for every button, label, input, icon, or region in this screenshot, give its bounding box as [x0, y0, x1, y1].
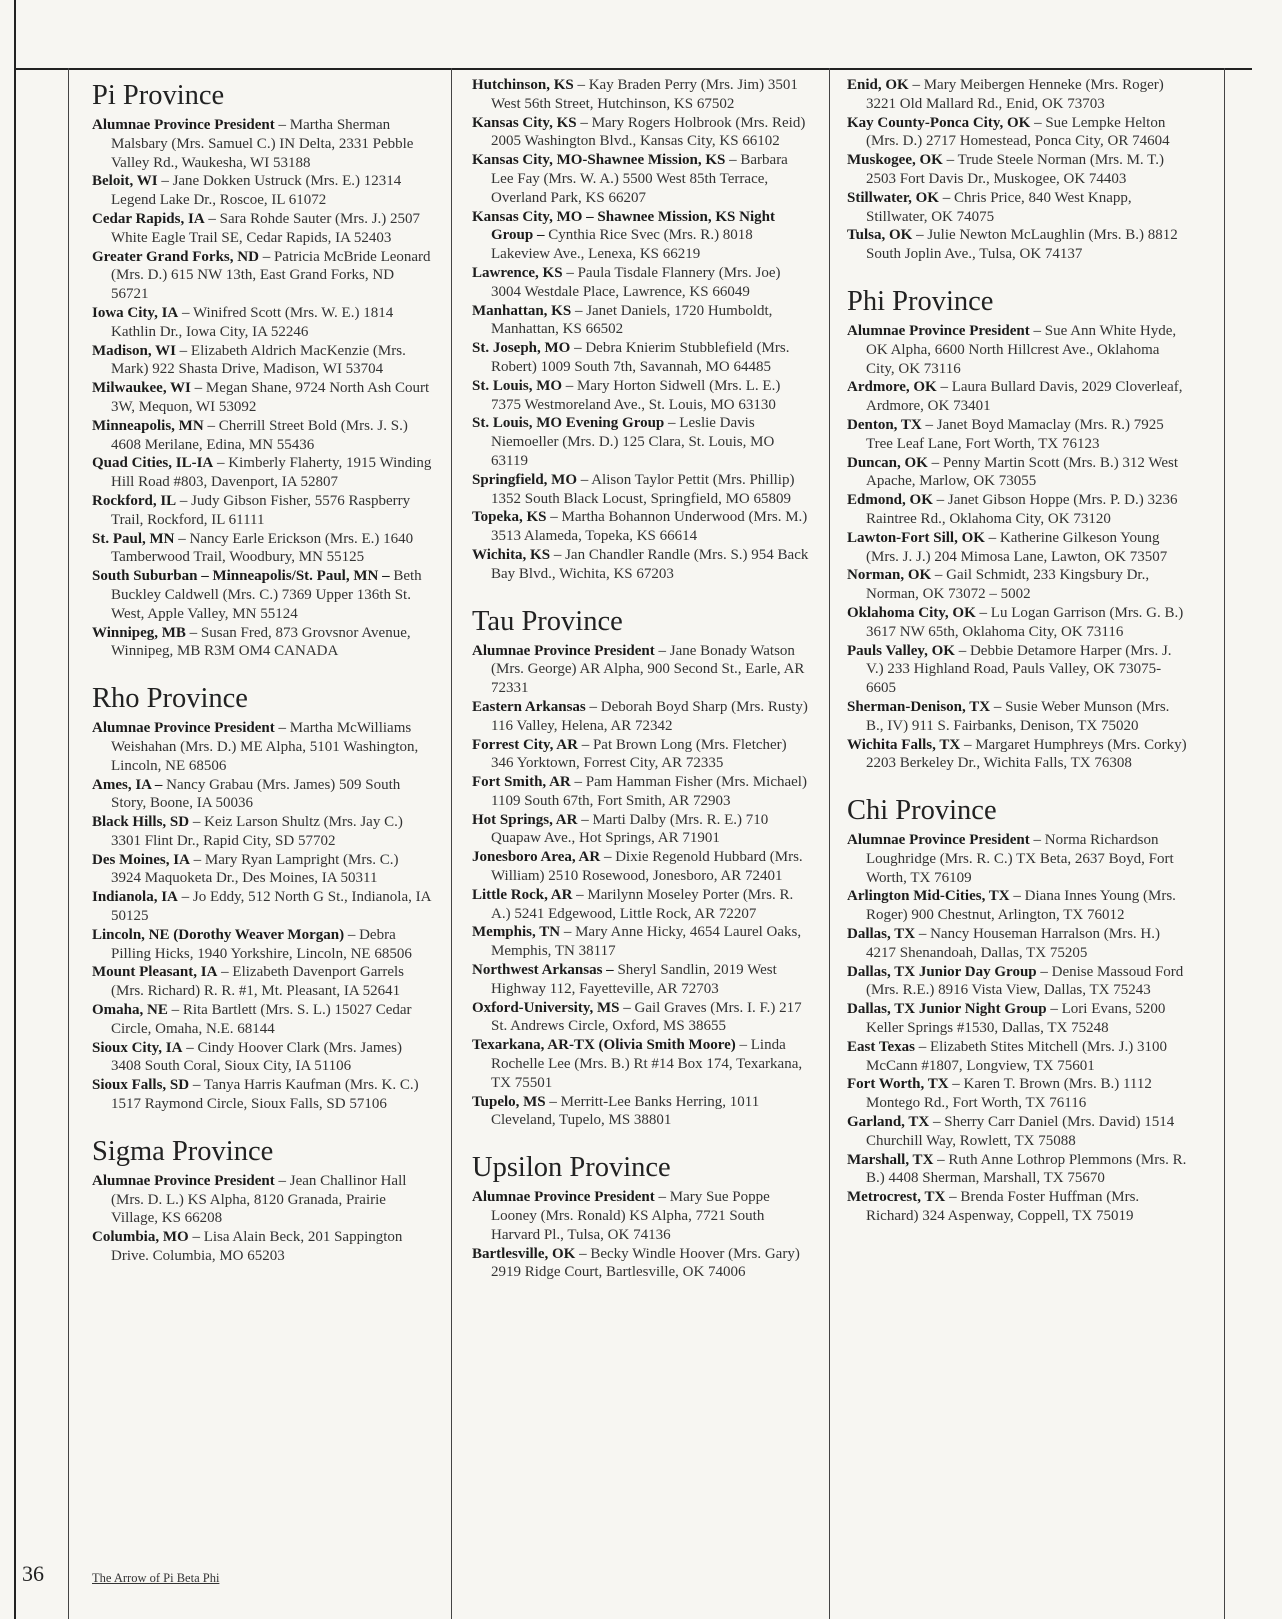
directory-entry: Muskogee, OK – Trude Steele Norman (Mrs. M. T.) 2503 Fort Davis Dr., Muskogee, OK 74403: [847, 152, 1164, 187]
entry-contact-details: Mary Rogers Holbrook (Mrs. Reid) 2005 Washington Blvd., Kansas City, KS 66102: [491, 114, 806, 150]
directory-entry: Sioux City, IA – Cindy Hoover Clark (Mrs. James) 3408 South Coral, Sioux City, IA 51106: [92, 1039, 403, 1075]
entry-contact-details: Dixie Regenold Hubbard (Mrs. William) 2510 Rosewood, Jonesboro, AR 72401: [491, 849, 803, 885]
entry-chapter-name: East Texas: [847, 1038, 915, 1055]
entry-chapter-name: Fort Worth, TX: [847, 1076, 949, 1093]
entry-contact-details: Megan Shane, 9724 North Ash Court 3W, Mequon, WI 53092: [111, 380, 430, 415]
directory-entry: Jonesboro Area, AR – Dixie Regenold Hubbard (Mrs. William) 2510 Rosewood, Jonesboro, AR 72401: [472, 849, 803, 885]
province-heading: Rho Province: [92, 683, 248, 715]
directory-entry: Black Hills, SD – Keiz Larson Shultz (Mrs. Jay C.) 3301 Flint Dr., Rapid City, SD 57702: [92, 814, 403, 849]
entry-contact-details: Gail Schmidt, 233 Kingsbury Dr., Norman, OK 73072 – 5002: [866, 567, 1150, 603]
directory-entry: Alumnae Province President – Jean Challinor Hall (Mrs. D. L.) KS Alpha, 8120 Granada, Prairie Village, KS 66208: [92, 1172, 407, 1227]
entry-chapter-name: Stillwater, OK: [847, 189, 939, 206]
directory-entry: [472, 208, 812, 264]
entry-contact-details: Keiz Larson Shultz (Mrs. Jay C.) 3301 Flint Dr., Rapid City, SD 57702: [111, 814, 403, 849]
entry-contact-details: Nancy Grabau (Mrs. James) 509 South Story, Boone, IA 50036: [111, 776, 401, 812]
directory-entry: East Texas – Elizabeth Stites Mitchell (Mrs. J.) 3100 McCann #1807, Longview, TX 75601: [847, 1038, 1168, 1074]
directory-entry: Dallas, TX Junior Night Group – Lori Evans, 5200 Keller Springs #1530, Dallas, TX 75248: [847, 1001, 1166, 1037]
directory-entry: Rockford, IL – Judy Gibson Fisher, 5576 Raspberry Trail, Rockford, IL 61111: [92, 492, 411, 528]
entry-contact-details: Marilynn Moseley Porter (Mrs. R. A.) 5241 Edgewood, Little Rock, AR 72207: [491, 886, 794, 922]
entry-contact-details: – Linda Rochelle Lee (Mrs. B.) Rt #14 Box 174, Texarkana, TX 75501: [491, 1037, 803, 1091]
entry-chapter-name: Lawton-Fort Sill, OK: [847, 529, 985, 546]
entry-contact-details: Margaret Humphreys (Mrs. Corky) 2203 Berkeley Dr., Wichita Falls, TX 76308: [866, 736, 1187, 772]
entry-contact-details: Pam Hamman Fisher (Mrs. Michael) 1109 South 67th, Fort Smith, AR 72903: [491, 774, 807, 809]
entry-contact-details: Penny Martin Scott (Mrs. B.) 312 West Apache, Marlow, OK 73055: [866, 454, 1179, 490]
entry-chapter-name: Metrocrest, TX: [847, 1189, 946, 1206]
directory-entry: St. Paul, MN – Nancy Earle Erickson (Mrs. E.) 1640 Tamberwood Trail, Woodbury, MN 55125: [92, 530, 414, 566]
entry-chapter-name: Greater Grand Forks, ND: [92, 248, 259, 265]
entry-contact-details: Kimberly Flaherty, 1915 Winding Hill Road #803, Davenport, IA 52807: [111, 455, 432, 491]
entry-contact-details: Jean Challinor Hall (Mrs. D. L.) KS Alpha, 8120 Granada, Prairie Village, KS 66208: [111, 1172, 407, 1227]
directory-entry: Little Rock, AR – Marilynn Moseley Porter (Mrs. R. A.) 5241 Edgewood, Little Rock, AR 72207: [472, 886, 794, 922]
directory-entry: Alumnae Province President – Martha McWilliams Weishahan (Mrs. D.) ME Alpha, 5101 Washington, Lincoln, NE 68506: [92, 720, 419, 774]
directory-entry: Kansas City, KS – Mary Rogers Holbrook (Mrs. Reid) 2005 Washington Blvd., Kansas City, KS 66102: [472, 114, 806, 150]
directory-entry: Stillwater, OK – Chris Price, 840 West Knapp, Stillwater, OK 74075: [847, 189, 1132, 225]
directory-entry: Tulsa, OK – Julie Newton McLaughlin (Mrs. B.) 8812 South Joplin Ave., Tulsa, OK 74137: [847, 227, 1178, 263]
directory-entry: Beloit, WI – Jane Dokken Ustruck (Mrs. E.) 12314 Legend Lake Dr., Roscoe, IL 61072: [92, 173, 402, 209]
entry-contact-details: Sue Ann White Hyde, OK Alpha, 6600 North Hillcrest Ave., Oklahoma City, OK 73116: [866, 322, 1177, 377]
directory-entry: Columbia, MO – Lisa Alain Beck, 201 Sappington Drive. Columbia, MO 65203: [92, 1229, 403, 1265]
entry-contact-details: Jane Dokken Ustruck (Mrs. E.) 12314 Legend Lake Dr., Roscoe, IL 61072: [111, 173, 402, 209]
directory-entry: Metrocrest, TX – Brenda Foster Huffman (Mrs. Richard) 324 Aspenway, Coppell, TX 75019: [847, 1189, 1140, 1225]
entry-contact-details: Merritt-Lee Banks Herring, 1011 Cleveland, Tupelo, MS 38801: [491, 1093, 760, 1129]
entry-contact-details: Martha Sherman Malsbary (Mrs. Samuel C.) IN Delta, 2331 Pebble Valley Rd., Waukesha, WI 53188: [111, 117, 414, 171]
entry-chapter-name: Minneapolis, MN: [92, 417, 204, 434]
top-rule: [14, 68, 1252, 70]
entry-contact-details: Paula Tisdale Flannery (Mrs. Joe) 3004 Westdale Place, Lawrence, KS 66049: [491, 264, 781, 300]
entry-contact-details: Mary Sue Poppe Looney (Mrs. Ronald) KS Alpha, 7721 South Harvard Pl., Tulsa, OK 74136: [491, 1189, 770, 1243]
entry-contact-details: Sara Rohde Sauter (Mrs. J.) 2507 White Eagle Trail SE, Cedar Rapids, IA 52403: [111, 210, 421, 246]
entry-chapter-name: St. Paul, MN: [92, 530, 175, 547]
entry-chapter-name: Iowa City, IA: [92, 304, 179, 321]
entry-chapter-name: Norman, OK: [847, 567, 932, 584]
entry-chapter-name: St. Joseph, MO: [472, 340, 571, 357]
entry-contact-details: Jan Chandler Randle (Mrs. S.) 954 Back Bay Blvd., Wichita, KS 67203: [491, 546, 809, 582]
entry-contact-details: Karen T. Brown (Mrs. B.) 1112 Montego Rd., Fort Worth, TX 76116: [866, 1076, 1152, 1112]
entry-chapter-name: Columbia, MO: [92, 1229, 189, 1246]
entry-contact-details: Chris Price, 840 West Knapp, Stillwater, OK 74075: [866, 189, 1132, 225]
directory-entry: Hot Springs, AR – Marti Dalby (Mrs. R. E.) 710 Quapaw Ave., Hot Springs, AR 71901: [472, 811, 769, 847]
entry-contact-details: Lori Evans, 5200 Keller Springs #1530, Dallas, TX 75248: [866, 1001, 1166, 1037]
directory-entry: Dallas, TX Junior Day Group – Denise Massoud Ford (Mrs. R.E.) 8916 Vista View, Dallas, TX 75243: [847, 963, 1184, 999]
directory-entry: Alumnae Province President – Mary Sue Poppe Looney (Mrs. Ronald) KS Alpha, 7721 South Harvard Pl., Tulsa, OK 74136: [472, 1189, 770, 1243]
entry-contact-details: Sheryl Sandlin, 2019 West Highway 112, Fayetteville, AR 72703: [491, 962, 777, 997]
directory-entry: Topeka, KS – Martha Bohannon Underwood (Mrs. M.) 3513 Alameda, Topeka, KS 66614: [472, 509, 808, 545]
directory-entry: Garland, TX – Sherry Carr Daniel (Mrs. David) 1514 Churchill Way, Rowlett, TX 75088: [847, 1114, 1175, 1149]
entry-chapter-name: Kansas City, KS: [472, 114, 577, 131]
directory-entry: St. Louis, MO – Mary Horton Sidwell (Mrs. L. E.) 7375 Westmoreland Ave., St. Louis, MO 63130: [472, 377, 781, 413]
directory-column-3: [847, 76, 1187, 1226]
directory-entry: Winnipeg, MB – Susan Fred, 873 Grovsnor Avenue, Winnipeg, MB R3M OM4 CANADA: [92, 624, 411, 660]
entry-contact-details: Becky Windle Hoover (Mrs. Gary) 2919 Ridge Court, Bartlesville, OK 74006: [491, 1245, 800, 1281]
entry-chapter-name: Alumnae Province President: [92, 117, 275, 133]
entry-chapter-name: Lawrence, KS: [472, 264, 563, 281]
directory-entry: Forrest City, AR – Pat Brown Long (Mrs. Fletcher) 346 Yorktown, Forrest City, AR 72335: [472, 736, 787, 772]
entry-chapter-name: Eastern Arkansas: [472, 698, 586, 715]
directory-entry: Hutchinson, KS – Kay Braden Perry (Mrs. Jim) 3501 West 56th Street, Hutchinson, KS 67502: [472, 77, 798, 112]
entry-contact-details: Debbie Detamore Harper (Mrs. J. V.) 233 Highland Road, Pauls Valley, OK 73075-6605: [866, 642, 1172, 697]
entry-contact-details: Barbara Lee Fay (Mrs. W. A.) 5500 West 85th Terrace, Overland Park, KS 66207: [491, 152, 788, 206]
directory-entry: Madison, WI – Elizabeth Aldrich MacKenzie (Mrs. Mark) 922 Shasta Drive, Madison, WI 53704: [92, 342, 406, 378]
entry-chapter-name: Ames, IA –: [92, 776, 163, 793]
directory-column-1: [92, 76, 432, 1266]
entry-contact-details: Ruth Anne Lothrop Plemmons (Mrs. R. B.) 4408 Sherman, Marshall, TX 75670: [866, 1151, 1187, 1187]
column-rule: [1224, 68, 1225, 1619]
entry-contact-details: Norma Richardson Loughridge (Mrs. R. C.) TX Beta, 2637 Boyd, Fort Worth, TX 76109: [866, 832, 1174, 886]
entry-contact-details: Patricia McBride Leonard (Mrs. D.) 615 NW 13th, East Grand Forks, ND 56721: [111, 248, 431, 303]
directory-entry: Manhattan, KS – Janet Daniels, 1720 Humboldt, Manhattan, KS 66502: [472, 302, 773, 338]
entry-chapter-name: Alumnae Province President: [92, 1172, 275, 1189]
entry-contact-details: Mary Horton Sidwell (Mrs. L. E.) 7375 Westmoreland Ave., St. Louis, MO 63130: [491, 377, 781, 413]
entry-contact-details: Kay Braden Perry (Mrs. Jim) 3501 West 56th Street, Hutchinson, KS 67502: [491, 77, 798, 112]
entry-contact-details: Denise Massoud Ford (Mrs. R.E.) 8916 Vista View, Dallas, TX 75243: [866, 963, 1184, 999]
entry-chapter-name: Sioux Falls, SD: [92, 1077, 190, 1094]
directory-entry: Arlington Mid-Cities, TX – Diana Innes Young (Mrs. Roger) 900 Chestnut, Arlington, TX 76012: [847, 888, 1176, 924]
entry-contact-details: Winifred Scott (Mrs. W. E.) 1814 Kathlin Dr., Iowa City, IA 52246: [111, 304, 394, 340]
directory-entry: Edmond, OK – Janet Gibson Hoppe (Mrs. P. D.) 3236 Raintree Rd., Oklahoma City, OK 73120: [847, 492, 1178, 527]
entry-chapter-name: Winnipeg, MB: [92, 624, 186, 641]
directory-entry: Milwaukee, WI – Megan Shane, 9724 North Ash Court 3W, Mequon, WI 53092: [92, 380, 430, 415]
province-heading: Upsilon Province: [472, 1152, 671, 1184]
entry-contact-details: Debra Pilling Hicks, 1940 Yorkshire, Lincoln, NE 68506: [111, 926, 412, 962]
entry-chapter-name: Dallas, TX Junior Night Group: [847, 1001, 1047, 1018]
entry-chapter-name: Des Moines, IA: [92, 851, 190, 868]
entry-chapter-name: Arlington Mid-Cities, TX: [847, 888, 1010, 905]
entry-contact-details: Janet Daniels, 1720 Humboldt, Manhattan, KS 66502: [491, 302, 773, 338]
entry-chapter-name: Sioux City, IA: [92, 1039, 183, 1056]
directory-entry: Denton, TX – Janet Boyd Mamaclay (Mrs. R.) 7925 Tree Leaf Lane, Fort Worth, TX 76123: [847, 416, 1164, 452]
entry-contact-details: Gail Graves (Mrs. I. F.) 217 St. Andrews Circle, Oxford, MS 38655: [491, 999, 802, 1035]
entry-contact-details: Katherine Gilkeson Young (Mrs. J. J.) 204 Mimosa Lane, Lawton, OK 73507: [866, 529, 1168, 565]
entry-contact-details: Leslie Davis Niemoeller (Mrs. D.) 125 Clara, St. Louis, MO 63119: [491, 415, 775, 469]
entry-chapter-name: Ardmore, OK: [847, 379, 937, 396]
entry-chapter-name: Lincoln, NE (Dorothy Weaver Morgan): [92, 926, 345, 943]
directory-entry: [92, 567, 432, 623]
entry-chapter-name: Beloit, WI: [92, 173, 158, 190]
entry-chapter-name: South Suburban – Minneapolis/St. Paul, MN –: [92, 568, 390, 585]
entry-chapter-name: Oklahoma City, OK: [847, 604, 976, 621]
directory-entry: Dallas, TX – Nancy Houseman Harralson (Mrs. H.) 4217 Shenandoah, Dallas, TX 75205: [847, 926, 1161, 961]
directory-entry: Alumnae Province President – Sue Ann White Hyde, OK Alpha, 6600 North Hillcrest Ave., Oklahoma City, OK 73116: [847, 322, 1177, 377]
entry-chapter-name: Kansas City, MO-Shawnee Mission, KS: [472, 152, 726, 169]
entry-chapter-name: St. Louis, MO: [472, 377, 563, 394]
page-number: 36: [22, 1561, 44, 1586]
entry-chapter-name: Alumnae Province President: [472, 642, 655, 659]
directory-entry: St. Joseph, MO – Debra Knierim Stubblefield (Mrs. Robert) 1009 South 7th, Savannah, MO 64485: [472, 340, 790, 375]
directory-entry: Lawton-Fort Sill, OK – Katherine Gilkeson Young (Mrs. J. J.) 204 Mimosa Lane, Lawton, OK 73507: [847, 529, 1168, 565]
entry-chapter-name: Kansas City, MO – Shawnee Mission, KS Night Group –: [472, 208, 775, 244]
entry-chapter-name: Manhattan, KS: [472, 302, 572, 319]
entry-contact-details: Mary Anne Hicky, 4654 Laurel Oaks, Memphis, TN 38117: [491, 924, 802, 960]
directory-entry: Wichita, KS – Jan Chandler Randle (Mrs. S.) 954 Back Bay Blvd., Wichita, KS 67203: [472, 546, 809, 582]
entry-chapter-name: Topeka, KS: [472, 509, 547, 526]
entry-chapter-name: Rockford, IL: [92, 492, 177, 509]
directory-entry: Duncan, OK – Penny Martin Scott (Mrs. B.) 312 West Apache, Marlow, OK 73055: [847, 454, 1179, 490]
directory-entry: Lawrence, KS – Paula Tisdale Flannery (Mrs. Joe) 3004 Westdale Place, Lawrence, KS 66049: [472, 264, 781, 300]
entry-contact-details: Martha McWilliams Weishahan (Mrs. D.) ME Alpha, 5101 Washington, Lincoln, NE 68506: [111, 720, 419, 774]
entry-contact-details: Mary Ryan Lampright (Mrs. C.) 3924 Maquoketa Dr., Des Moines, IA 50311: [111, 851, 399, 887]
entry-contact-details: Cynthia Rice Svec (Mrs. R.) 8018 Lakeview Ave., Lenexa, KS 66219: [491, 227, 753, 263]
entry-chapter-name: Northwest Arkansas –: [472, 962, 614, 979]
directory-entry: Memphis, TN – Mary Anne Hicky, 4654 Laurel Oaks, Memphis, TN 38117: [472, 924, 802, 960]
directory-entry: Oxford-University, MS – Gail Graves (Mrs. I. F.) 217 St. Andrews Circle, Oxford, MS 38655: [472, 999, 802, 1035]
entry-chapter-name: Omaha, NE: [92, 1002, 168, 1019]
entry-chapter-name: Memphis, TN: [472, 924, 561, 941]
entry-chapter-name: Alumnae Province President: [472, 1189, 655, 1206]
footer-publication-title: The Arrow of Pi Beta Phi: [92, 1571, 220, 1585]
entry-contact-details: Elizabeth Stites Mitchell (Mrs. J.) 3100 McCann #1807, Longview, TX 75601: [866, 1038, 1168, 1074]
entry-contact-details: Nancy Earle Erickson (Mrs. E.) 1640 Tamberwood Trail, Woodbury, MN 55125: [111, 530, 414, 566]
entry-contact-details: Cindy Hoover Clark (Mrs. James) 3408 South Coral, Sioux City, IA 51106: [111, 1039, 403, 1075]
entry-contact-details: Jo Eddy, 512 North G St., Indianola, IA 50125: [111, 889, 431, 925]
directory-entry: Greater Grand Forks, ND – Patricia McBride Leonard (Mrs. D.) 615 NW 13th, East Grand Forks, ND 56721: [92, 248, 431, 303]
entry-chapter-name: Jonesboro Area, AR: [472, 849, 601, 866]
entry-contact-details: Judy Gibson Fisher, 5576 Raspberry Trail, Rockford, IL 61111: [111, 492, 411, 528]
entry-chapter-name: Texarkana, AR-TX (Olivia Smith Moore): [472, 1037, 736, 1054]
entry-contact-details: Deborah Boyd Sharp (Mrs. Rusty) 116 Valley, Helena, AR 72342: [491, 698, 808, 734]
province-heading: Phi Province: [847, 285, 994, 317]
entry-chapter-name: Fort Smith, AR: [472, 774, 571, 791]
entry-contact-details: Elizabeth Aldrich MacKenzie (Mrs. Mark) 922 Shasta Drive, Madison, WI 53704: [111, 342, 406, 378]
entry-contact-details: Sherry Carr Daniel (Mrs. David) 1514 Churchill Way, Rowlett, TX 75088: [866, 1114, 1175, 1149]
entry-chapter-name: Bartlesville, OK: [472, 1245, 576, 1262]
entry-contact-details: Sue Lempke Helton (Mrs. D.) 2717 Homestead, Ponca City, OR 74604: [866, 114, 1170, 150]
directory-entry: [472, 1036, 812, 1092]
entry-chapter-name: Alumnae Province President: [847, 832, 1030, 849]
entry-chapter-name: Muskogee, OK: [847, 152, 943, 169]
entry-contact-details: Pat Brown Long (Mrs. Fletcher) 346 Yorktown, Forrest City, AR 72335: [491, 736, 787, 772]
entry-chapter-name: Sherman-Denison, TX: [847, 698, 991, 715]
entry-chapter-name: Alumnae Province President: [847, 322, 1030, 339]
directory-entry: Bartlesville, OK – Becky Windle Hoover (Mrs. Gary) 2919 Ridge Court, Bartlesville, OK 74006: [472, 1245, 800, 1281]
entry-contact-details: Marti Dalby (Mrs. R. E.) 710 Quapaw Ave., Hot Springs, AR 71901: [491, 811, 769, 847]
directory-entry: Quad Cities, IL-IA – Kimberly Flaherty, 1915 Winding Hill Road #803, Davenport, IA 52807: [92, 455, 432, 491]
entry-chapter-name: Milwaukee, WI: [92, 380, 191, 397]
entry-contact-details: Trude Steele Norman (Mrs. M. T.) 2503 Fort Davis Dr., Muskogee, OK 74403: [866, 152, 1164, 187]
entry-chapter-name: Garland, TX: [847, 1114, 930, 1131]
directory-entry: Fort Worth, TX – Karen T. Brown (Mrs. B.) 1112 Montego Rd., Fort Worth, TX 76116: [847, 1076, 1152, 1112]
entry-chapter-name: Tulsa, OK: [847, 227, 913, 244]
directory-entry: Indianola, IA – Jo Eddy, 512 North G St., Indianola, IA 50125: [92, 889, 431, 925]
entry-contact-details: Laura Bullard Davis, 2029 Cloverleaf, Ardmore, OK 73401: [866, 379, 1183, 415]
directory-entry: Tupelo, MS – Merritt-Lee Banks Herring, 1011 Cleveland, Tupelo, MS 38801: [472, 1093, 760, 1129]
entry-contact-details: Julie Newton McLaughlin (Mrs. B.) 8812 South Joplin Ave., Tulsa, OK 74137: [866, 227, 1178, 263]
entry-chapter-name: Dallas, TX: [847, 926, 916, 943]
entry-contact-details: Nancy Houseman Harralson (Mrs. H.) 4217 Shenandoah, Dallas, TX 75205: [866, 926, 1161, 961]
entry-contact-details: Susan Fred, 873 Grovsnor Avenue, Winnipeg, MB R3M OM4 CANADA: [111, 624, 411, 660]
entry-contact-details: Tanya Harris Kaufman (Mrs. K. C.) 1517 Raymond Circle, Sioux Falls, SD 57106: [111, 1077, 419, 1113]
entry-chapter-name: Denton, TX: [847, 416, 922, 433]
entry-chapter-name: Edmond, OK: [847, 492, 933, 509]
entry-chapter-name: Black Hills, SD: [92, 814, 190, 831]
entry-contact-details: Cherrill Street Bold (Mrs. J. S.) 4608 Merilane, Edina, MN 55436: [111, 417, 408, 453]
entry-chapter-name: Alumnae Province President: [92, 720, 275, 737]
directory-entry: [472, 961, 812, 999]
entry-contact-details: Debra Knierim Stubblefield (Mrs. Robert) 1009 South 7th, Savannah, MO 64485: [491, 340, 790, 375]
entry-contact-details: Susie Weber Munson (Mrs. B., IV) 911 S. Fairbanks, Denison, TX 75020: [866, 698, 1170, 734]
entry-chapter-name: Enid, OK: [847, 77, 909, 93]
directory-entry: Enid, OK – Mary Meibergen Henneke (Mrs. Roger) 3221 Old Mallard Rd., Enid, OK 73703: [847, 77, 1164, 112]
directory-entry: St. Louis, MO Evening Group – Leslie Davis Niemoeller (Mrs. D.) 125 Clara, St. Louis, MO 63119: [472, 415, 775, 469]
entry-chapter-name: Madison, WI: [92, 342, 176, 359]
directory-entry: Ardmore, OK – Laura Bullard Davis, 2029 Cloverleaf, Ardmore, OK 73401: [847, 379, 1183, 415]
province-heading: Sigma Province: [92, 1135, 274, 1167]
entry-chapter-name: Pauls Valley, OK: [847, 642, 955, 659]
directory-entry: Minneapolis, MN – Cherrill Street Bold (Mrs. J. S.) 4608 Merilane, Edina, MN 55436: [92, 417, 408, 453]
entry-chapter-name: Springfield, MO: [472, 471, 578, 488]
entry-chapter-name: Dallas, TX Junior Day Group: [847, 963, 1037, 980]
directory-entry: Fort Smith, AR – Pam Hamman Fisher (Mrs. Michael) 1109 South 67th, Fort Smith, AR 72903: [472, 774, 807, 809]
column-rule: [451, 68, 452, 1619]
entry-contact-details: Diana Innes Young (Mrs. Roger) 900 Chestnut, Arlington, TX 76012: [866, 888, 1176, 924]
directory-entry: Alumnae Province President – Norma Richardson Loughridge (Mrs. R. C.) TX Beta, 2637 Boyd, Fort Worth, TX 76109: [847, 832, 1174, 886]
entry-contact-details: Jane Bonady Watson (Mrs. George) AR Alpha, 900 Second St., Earle, AR 72331: [491, 642, 805, 697]
directory-entry: Sherman-Denison, TX – Susie Weber Munson (Mrs. B., IV) 911 S. Fairbanks, Denison, TX 75020: [847, 698, 1170, 734]
entry-contact-details: Janet Boyd Mamaclay (Mrs. R.) 7925 Tree Leaf Lane, Fort Worth, TX 76123: [866, 416, 1164, 452]
entry-chapter-name: Kay County-Ponca City, OK: [847, 114, 1031, 131]
entry-contact-details: Alison Taylor Pettit (Mrs. Phillip) 1352 South Black Locust, Springfield, MO 65809: [491, 471, 795, 507]
entry-chapter-name: Hot Springs, AR: [472, 811, 578, 828]
directory-column-2: [472, 76, 812, 1282]
entry-chapter-name: Quad Cities, IL-IA: [92, 455, 214, 472]
directory-entry: Cedar Rapids, IA – Sara Rohde Sauter (Mrs. J.) 2507 White Eagle Trail SE, Cedar Rapids, IA 52403: [92, 210, 421, 246]
entry-contact-details: Mary Meibergen Henneke (Mrs. Roger) 3221 Old Mallard Rd., Enid, OK 73703: [866, 77, 1164, 112]
directory-entry: Eastern Arkansas – Deborah Boyd Sharp (Mrs. Rusty) 116 Valley, Helena, AR 72342: [472, 698, 808, 734]
entry-chapter-name: Tupelo, MS: [472, 1093, 546, 1110]
entry-contact-details: Janet Gibson Hoppe (Mrs. P. D.) 3236 Raintree Rd., Oklahoma City, OK 73120: [866, 492, 1178, 527]
directory-entry: Kansas City, MO-Shawnee Mission, KS – Barbara Lee Fay (Mrs. W. A.) 5500 West 85th Terrace, Overland Park, KS 66207: [472, 152, 788, 206]
directory-entry: Mount Pleasant, IA – Elizabeth Davenport Garrels (Mrs. Richard) R. R. #1, Mt. Pleasant, IA 52641: [92, 964, 405, 1000]
directory-entry: Springfield, MO – Alison Taylor Pettit (Mrs. Phillip) 1352 South Black Locust, Springfield, MO 65809: [472, 471, 795, 507]
entry-chapter-name: Marshall, TX: [847, 1151, 934, 1168]
directory-entry: Pauls Valley, OK – Debbie Detamore Harper (Mrs. J. V.) 233 Highland Road, Pauls Valley, OK 73075-6605: [847, 642, 1172, 697]
directory-entry: Wichita Falls, TX – Margaret Humphreys (Mrs. Corky) 2203 Berkeley Dr., Wichita Falls, TX 76308: [847, 736, 1187, 772]
province-heading: Tau Province: [472, 605, 623, 637]
directory-entry: Omaha, NE – Rita Bartlett (Mrs. S. L.) 15027 Cedar Circle, Omaha, N.E. 68144: [92, 1002, 412, 1037]
province-heading: Chi Province: [847, 795, 997, 827]
directory-entry: Kay County-Ponca City, OK – Sue Lempke Helton (Mrs. D.) 2717 Homestead, Ponca City, OR 74604: [847, 114, 1170, 150]
entry-chapter-name: Indianola, IA: [92, 889, 178, 906]
entry-chapter-name: St. Louis, MO Evening Group: [472, 415, 665, 432]
entry-contact-details: Lisa Alain Beck, 201 Sappington Drive. Columbia, MO 65203: [111, 1229, 403, 1265]
directory-entry: Oklahoma City, OK – Lu Logan Garrison (Mrs. G. B.) 3617 NW 65th, Oklahoma City, OK 73116: [847, 604, 1184, 640]
entry-contact-details: Brenda Foster Huffman (Mrs. Richard) 324 Aspenway, Coppell, TX 75019: [866, 1189, 1140, 1225]
directory-entry: Iowa City, IA – Winifred Scott (Mrs. W. E.) 1814 Kathlin Dr., Iowa City, IA 52246: [92, 304, 394, 340]
directory-entry: Sioux Falls, SD – Tanya Harris Kaufman (Mrs. K. C.) 1517 Raymond Circle, Sioux Falls, SD 57106: [92, 1077, 419, 1113]
entry-chapter-name: Oxford-University, MS: [472, 999, 620, 1016]
entry-chapter-name: Little Rock, AR: [472, 886, 573, 903]
column-rule: [68, 68, 69, 1619]
entry-contact-details: Elizabeth Davenport Garrels (Mrs. Richard) R. R. #1, Mt. Pleasant, IA 52641: [111, 964, 405, 1000]
directory-entry: Alumnae Province President – Martha Sherman Malsbary (Mrs. Samuel C.) IN Delta, 2331 Pebble Valley Rd., Waukesha, WI 53188: [92, 117, 414, 171]
entry-contact-details: Lu Logan Garrison (Mrs. G. B.) 3617 NW 65th, Oklahoma City, OK 73116: [866, 604, 1184, 640]
entry-chapter-name: Cedar Rapids, IA: [92, 210, 205, 227]
entry-contact-details: Beth Buckley Caldwell (Mrs. C.) 7369 Upper 136th St. West, Apple Valley, MN 55124: [111, 568, 422, 622]
province-heading: Pi Province: [92, 80, 225, 111]
entry-contact-details: Martha Bohannon Underwood (Mrs. M.) 3513 Alameda, Topeka, KS 66614: [491, 509, 808, 545]
entry-chapter-name: Duncan, OK: [847, 454, 928, 471]
directory-entry: Des Moines, IA – Mary Ryan Lampright (Mrs. C.) 3924 Maquoketa Dr., Des Moines, IA 50311: [92, 851, 399, 887]
directory-entry: Marshall, TX – Ruth Anne Lothrop Plemmons (Mrs. R. B.) 4408 Sherman, Marshall, TX 75670: [847, 1151, 1187, 1187]
directory-entry: Norman, OK – Gail Schmidt, 233 Kingsbury Dr., Norman, OK 73072 – 5002: [847, 567, 1150, 603]
entry-chapter-name: Mount Pleasant, IA: [92, 964, 218, 981]
directory-entry: Alumnae Province President – Jane Bonady Watson (Mrs. George) AR Alpha, 900 Second St., Earle, AR 72331: [472, 642, 805, 697]
entry-chapter-name: Hutchinson, KS: [472, 77, 574, 93]
entry-chapter-name: Forrest City, AR: [472, 736, 578, 753]
directory-entry: [92, 776, 432, 814]
entry-chapter-name: Wichita Falls, TX: [847, 736, 961, 753]
directory-entry: Lincoln, NE (Dorothy Weaver Morgan) – Debra Pilling Hicks, 1940 Yorkshire, Lincoln, NE 68506: [92, 926, 412, 962]
entry-chapter-name: Wichita, KS: [472, 546, 551, 563]
column-rule: [829, 68, 830, 1619]
left-edge-rule: [14, 0, 16, 1619]
entry-contact-details: Rita Bartlett (Mrs. S. L.) 15027 Cedar Circle, Omaha, N.E. 68144: [111, 1002, 412, 1037]
